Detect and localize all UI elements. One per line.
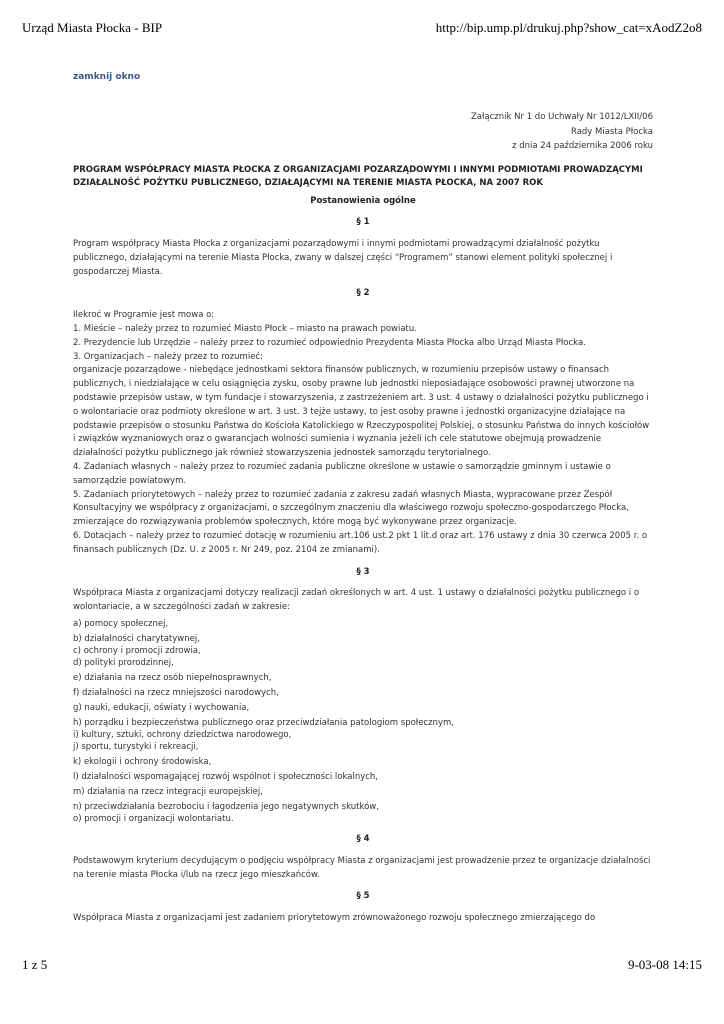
- definition-line: organizacje pozarządowe - niebędące jednostkami sektora finansów publicznych, w rozumieniu przepisów ustawy o finansach publicznych, i niedziałające w celu osiągnięcia zysku, osoby prawne lub jednostki nieposiadające osobowości prawnej utworzone na podstawie przepisów ustaw, w tym fundacje i stowarzyszenia, z zastrzeżeniem art. 3 ust. 4 ustawy o działalności pożytku publicznego i o wolontariacie oraz podmioty określone w art. 3 ust. 3 tejże ustawy, to jest osoby prawne i jednostki organizacyjne działające na podstawie przepisów o stosunku Państwa do Kościoła Katolickiego w Rzeczypospolitej Polskiej, o stosunku Państwa do innych kościołów i związków wyznaniowych oraz o gwarancjach wolności sumienia i wyznania jeżeli ich cele statutowe obejmują prowadzenie działalności pożytku publicznego jak również stowarzyszenia jednostek samorządu terytorialnego.: [73, 365, 650, 459]
- list-item: k) ekologii i ochrony środowiska,: [73, 757, 212, 768]
- section-heading: Postanowienia ogólne: [310, 195, 416, 206]
- definition-line: 6. Dotacjach – należy przez to rozumieć dotację w rozumieniu art.106 ust.2 pkt 1 lit.d oraz art. 176 ustawy z dnia 30 czerwca 2005 r. o finansach publicznych (Dz. U. z 2005 r. Nr 249, poz. 2104 ze zmianami).: [73, 531, 648, 555]
- list-item: o) promocji i organizacji wolontariatu.: [73, 814, 234, 825]
- paragraph-4-text: Podstawowym kryterium decydującym o podjęciu współpracy Miasta z organizacjami jest prowadzenie przez te organizacje działalności na terenie miasta Płocka i/lub na rzecz jego mieszkańców.: [73, 855, 651, 880]
- list-item: l) działalności wspomagającej rozwój wspólnot i społeczności lokalnych,: [73, 772, 379, 783]
- document-body: [73, 110, 653, 934]
- paragraph-3-intro: Współpraca Miasta z organizacjami dotyczy realizacji zadań określonych w art. 4 ust. 1 ustawy o działalności pożytku publicznego i o wolontariacie, a w szczególności zadań w zakresie:: [73, 588, 640, 613]
- list-item: m) działania na rzecz integracji europejskiej,: [73, 787, 263, 798]
- paragraph-1-text: Program współpracy Miasta Płocka z organizacjami pozarządowymi i innymi podmiotami prowadzącymi działalność pożytku publicznego, działającymi na terenie Miasta Płocka, zwany w dalszej części “Programem” stanowi element polityki społecznej i gospodarczej Miasta.: [73, 239, 613, 277]
- list-item: h) porządku i bezpieczeństwa publicznego oraz przeciwdziałania patologiom społecznym,: [73, 718, 454, 729]
- close-window-link[interactable]: zamknij okno: [73, 72, 141, 82]
- paragraph-5-text: Współpraca Miasta z organizacjami jest zadaniem priorytetowym zrównoważonego rozwoju społecznego zmierzającego do: [73, 913, 596, 924]
- list-item: e) działania na rzecz osób niepełnosprawnych,: [73, 673, 272, 684]
- definition-line: 4. Zadaniach własnych – należy przez to rozumieć zadania publiczne określone w ustawie o samorządzie gminnym i ustawie o samorządzie powiatowym.: [73, 462, 611, 486]
- attachment-line: Załącznik Nr 1 do Uchwały Nr 1012/LXII/06: [470, 112, 653, 122]
- definition-line: 2. Prezydencie lub Urzędzie – należy przez to rozumieć odpowiednio Prezydenta Miasta Płocka albo Urząd Miasta Płocka.: [73, 337, 586, 348]
- list-item: c) ochrony i promocji zdrowia,: [73, 646, 201, 657]
- list-item: n) przeciwdziałania bezrobociu i łagodzenia jego negatywnych skutków,: [73, 802, 379, 813]
- attachment-line: z dnia 24 października 2006 roku: [512, 141, 653, 151]
- list-item: f) działalności na rzecz mniejszości narodowych,: [73, 688, 279, 699]
- definition-line: 3. Organizacjach – należy przez to rozumieć:: [73, 351, 263, 362]
- list-item: i) kultury, sztuki, ochrony dziedzictwa narodowego,: [73, 730, 292, 741]
- paragraph-sign-1: § 1: [356, 217, 370, 228]
- paragraph-sign-3: § 3: [356, 566, 370, 577]
- paragraph-sign-4: § 4: [356, 834, 370, 845]
- list-item: j) sportu, turystyki i rekreacji,: [73, 742, 199, 753]
- list-item: d) polityki prorodzinnej,: [73, 658, 174, 669]
- list-item: a) pomocy społecznej,: [73, 619, 169, 630]
- print-datetime: 9-03-08 14:15: [627, 957, 702, 972]
- definition-line: 5. Zadaniach priorytetowych – należy przez to rozumieć zadania z zakresu zadań własnych Miasta, wypracowane przez Zespół Konsultacyjny we współpracy z organizacjami, o szczególnym znaczeniu dla właściwego rozwoju społeczno-gospodarczego Płocka, zmierzające do rozwiązywania problemów społecznych, które mogą być wykonywane przez organizacje.: [73, 489, 629, 528]
- paragraph-sign-2: § 2: [356, 288, 370, 299]
- paragraph-3-list: [73, 618, 653, 825]
- attachment-note: [73, 110, 653, 154]
- attachment-line: Rady Miasta Płocka: [570, 126, 653, 137]
- list-item: g) nauki, edukacji, oświaty i wychowania,: [73, 703, 250, 714]
- paragraph-sign-5: § 5: [356, 891, 370, 902]
- definition-line: Ilekroć w Programie jest mowa o:: [73, 310, 215, 321]
- document-title: PROGRAM WSPÓŁPRACY MIASTA PŁOCKA Z ORGANIZACJAMI POZARZĄDOWYMI I INNYMI PODMIOTAMI PROWADZĄCYMI DZIAŁALNOŚĆ POŻYTKU PUBLICZNEGO, DZIAŁAJĄCYMI NA TERENIE MIASTA PŁOCKA, NA 2007 ROK: [73, 164, 643, 188]
- print-header-title: Urząd Miasta Płocka - BIP: [22, 20, 163, 35]
- print-header-url: http://bip.ump.pl/drukuj.php?show_cat=xAodZ2o8: [435, 20, 702, 35]
- definition-line: 1. Mieście – należy przez to rozumieć Miasto Płock – miasto na prawach powiatu.: [73, 324, 417, 335]
- page-counter: 1 z 5: [22, 957, 48, 972]
- list-item: b) działalności charytatywnej,: [73, 634, 200, 645]
- paragraph-2-definitions: [73, 309, 653, 557]
